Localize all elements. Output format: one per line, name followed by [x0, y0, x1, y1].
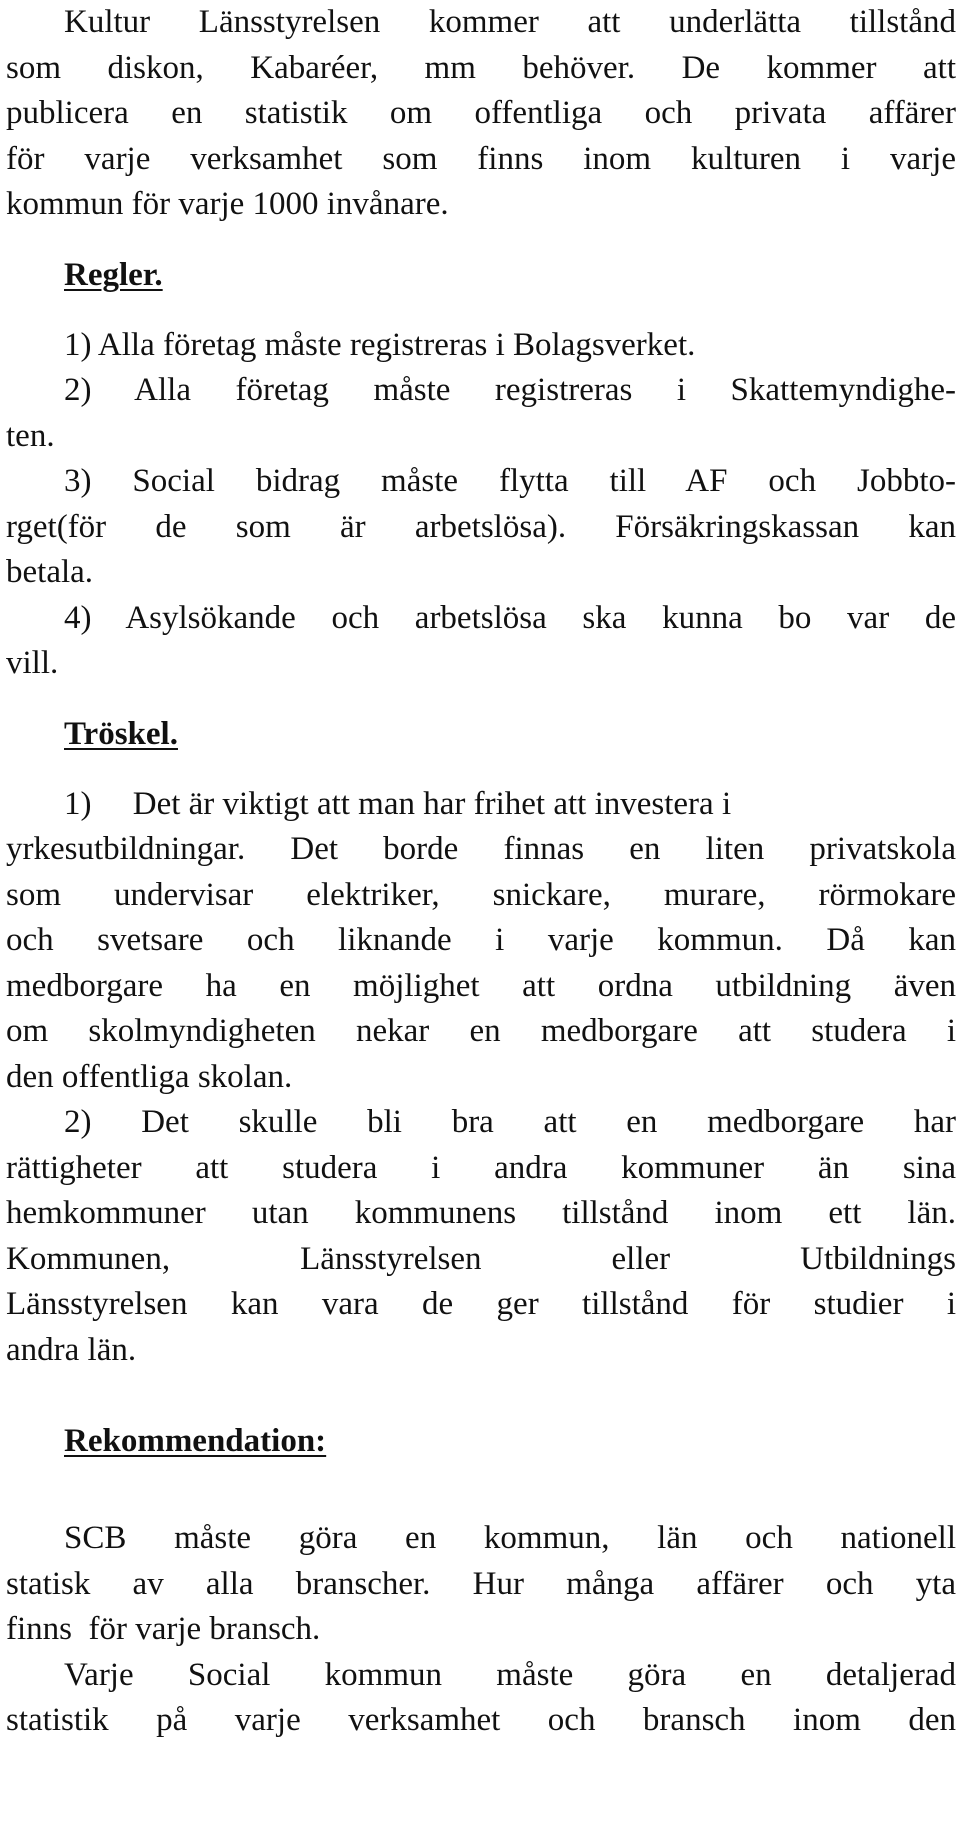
threshold-line: som undervisar elektriker, snickare, murare, rörmokare — [6, 876, 956, 913]
threshold-item: 2) Det skulle bli bra att en medborgare har — [64, 1104, 956, 1140]
regler-section — [6, 253, 956, 687]
intro-paragraph — [6, 0, 956, 228]
rule-item: 1) Alla företag måste registreras i Bolagsverket. — [64, 326, 696, 363]
recommendation-line: statistik på varje verksamhet och bransch inom den — [6, 1702, 956, 1738]
regler-heading: Regler. — [64, 256, 163, 293]
threshold-line: medborgare ha en möjlighet att ordna utbildning även — [6, 967, 956, 1004]
rule-item: 4) Asylsökande och arbetslösa ska kunna bo var de — [64, 599, 956, 636]
intro-line: som diskon, Kabaréer, mm behöver. De kommer att — [6, 49, 956, 86]
rule-item-continuation: rget(för de som är arbetslösa). Försäkringskassan kan — [6, 508, 956, 545]
threshold-line: rättigheter att studera i andra kommuner än sina — [6, 1149, 956, 1186]
rule-item-continuation: vill. — [6, 645, 59, 681]
threshold-line: hemkommuner utan kommunens tillstånd inom ett län. — [6, 1195, 956, 1231]
threshold-line: om skolmyndigheten nekar en medborgare att studera i — [6, 1013, 956, 1049]
section-heading — [6, 712, 956, 764]
rekommendation-section — [6, 1419, 956, 1744]
troskel-heading: Tröskel. — [64, 715, 178, 752]
threshold-line: den offentliga skolan. — [6, 1058, 293, 1095]
intro-line: publicera en statistik om offentliga och privata affärer — [6, 95, 956, 131]
section-heading — [6, 253, 956, 305]
section-heading — [6, 1419, 956, 1471]
rule-item: 2) Alla företag måste registreras i Skattemyndighe- — [64, 372, 956, 408]
rule-item-continuation: ten. — [6, 417, 55, 454]
threshold-line: Kommunen, Länsstyrelsen eller Utbildnings — [6, 1240, 956, 1277]
document-page — [6, 0, 956, 1744]
rule-item: 3) Social bidrag måste flytta till AF och Jobbto- — [64, 463, 956, 499]
recommendation-line: finns för varje bransch. — [6, 1611, 321, 1647]
threshold-item: 1) Det är viktigt att man har frihet att investera i — [64, 785, 732, 822]
rule-item-continuation: betala. — [6, 554, 94, 590]
intro-line: för varje verksamhet som finns inom kulturen i varje — [6, 140, 956, 177]
troskel-section — [6, 712, 956, 1374]
threshold-line: yrkesutbildningar. Det borde finnas en liten privatskola — [6, 831, 956, 867]
intro-line: kommun för varje 1000 invånare. — [6, 186, 449, 222]
threshold-line: och svetsare och liknande i varje kommun. Då kan — [6, 922, 956, 958]
recommendation-line: SCB måste göra en kommun, län och nationell — [64, 1520, 956, 1556]
threshold-line: Länsstyrelsen kan vara de ger tillstånd för studier i — [6, 1286, 956, 1322]
intro-line: Kultur Länsstyrelsen kommer att underlätta tillstånd — [64, 4, 956, 40]
recommendation-line: statisk av alla branscher. Hur många affärer och yta — [6, 1565, 956, 1602]
rekommendation-heading: Rekommendation: — [64, 1422, 327, 1459]
recommendation-line: Varje Social kommun måste göra en detaljerad — [64, 1656, 956, 1693]
threshold-line: andra län. — [6, 1331, 137, 1368]
